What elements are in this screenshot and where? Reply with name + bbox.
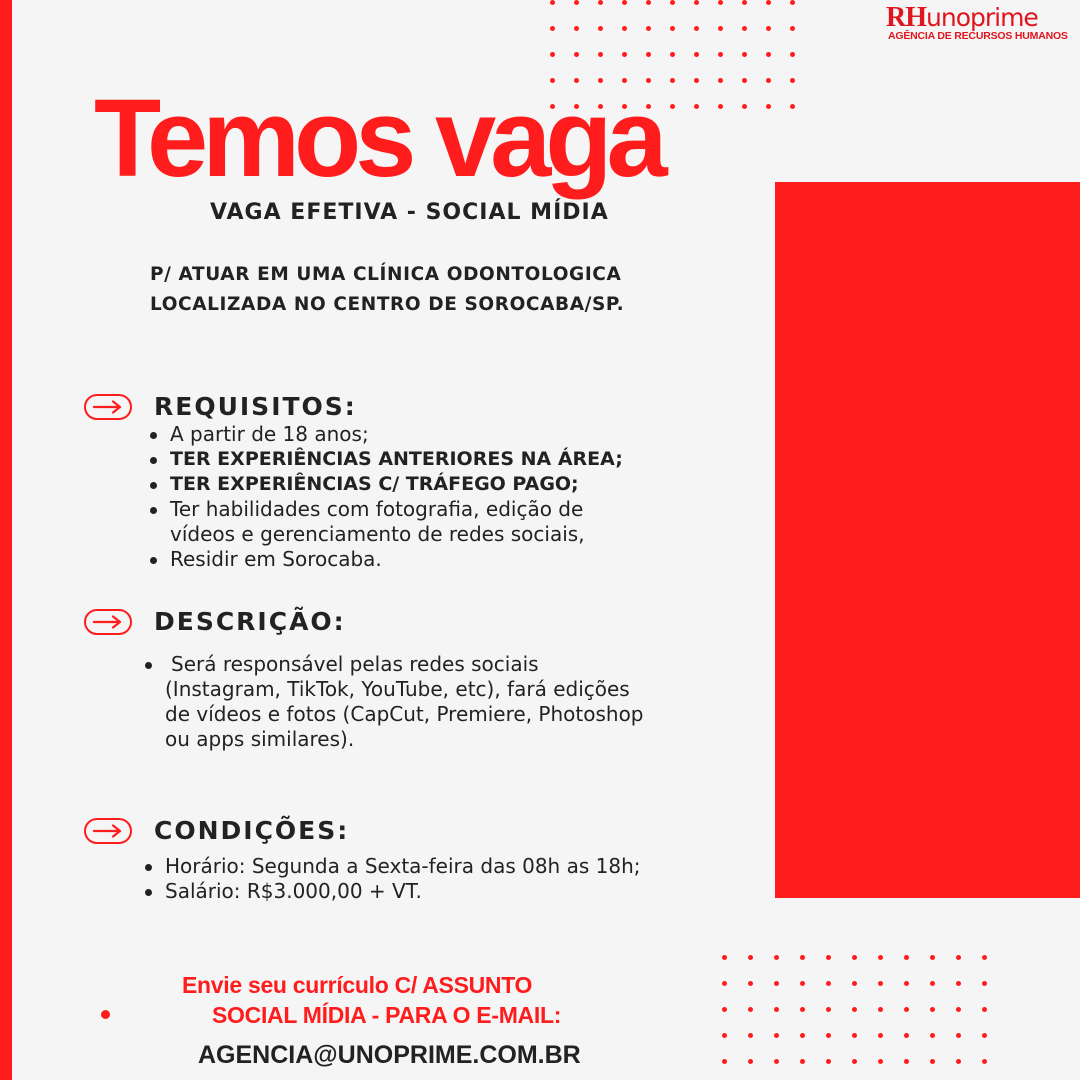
list-item: TER EXPERIÊNCIAS C/ TRÁFEGO PAGO; [148,472,623,497]
decorative-red-block [775,182,1080,898]
left-accent-bar [0,0,12,1080]
list-item: Salário: R$3.000,00 + VT. [143,879,640,904]
requisitos-list [148,422,623,572]
list-item: A partir de 18 anos; [148,422,623,447]
condicoes-list [143,854,640,904]
section-title-requisitos: REQUISITOS: [154,392,357,421]
arrow-right-icon [84,609,132,635]
location-line-1: P/ ATUAR EM UMA CLÍNICA ODONTOLOGICA [150,264,622,285]
logo-name-text: unoprime [926,3,1038,32]
logo-subtitle: AGÊNCIA DE RECURSOS HUMANOS [888,30,1068,42]
logo-rh-text: RH [886,2,926,33]
section-descricao-header [84,607,346,636]
list-item: Será responsável pelas redes sociais (Instagram, TikTok, YouTube, etc), fará edições de vídeos e fotos (CapCut, Premiere, Photoshop ou apps similares). [143,652,644,752]
list-item: Ter habilidades com fotografia, edição de vídeos e gerenciamento de redes sociais, [148,497,623,547]
headline: Temos vaga [94,77,662,200]
descricao-list [143,652,644,752]
arrow-right-icon [84,818,132,844]
list-item: Horário: Segunda a Sexta-feira das 08h as 18h; [143,854,640,879]
location-line-2: LOCALIZADA NO CENTRO DE SOROCABA/SP. [150,294,625,315]
cta-bullet-dot [101,1010,110,1019]
company-logo [886,2,1076,42]
list-item: Residir em Sorocaba. [148,547,623,572]
section-condicoes-header [84,816,349,845]
cta-line-2: SOCIAL MÍDIA - PARA O E-MAIL: [212,1002,562,1028]
list-item: TER EXPERIÊNCIAS ANTERIORES NA ÁREA; [148,447,623,472]
section-title-condicoes: CONDIÇÕES: [154,816,350,845]
section-requisitos-header [84,392,357,421]
cta-line-1: Envie seu currículo C/ ASSUNTO [182,972,533,998]
arrow-right-icon [84,394,132,420]
section-title-descricao: DESCRIÇÃO: [154,607,346,636]
job-location [150,260,624,320]
decorative-dot-grid-bottom [722,955,987,1064]
contact-email[interactable]: AGENCIA@UNOPRIME.COM.BR [198,1041,581,1069]
job-subtitle: VAGA EFETIVA - SOCIAL MÍDIA [210,200,609,225]
